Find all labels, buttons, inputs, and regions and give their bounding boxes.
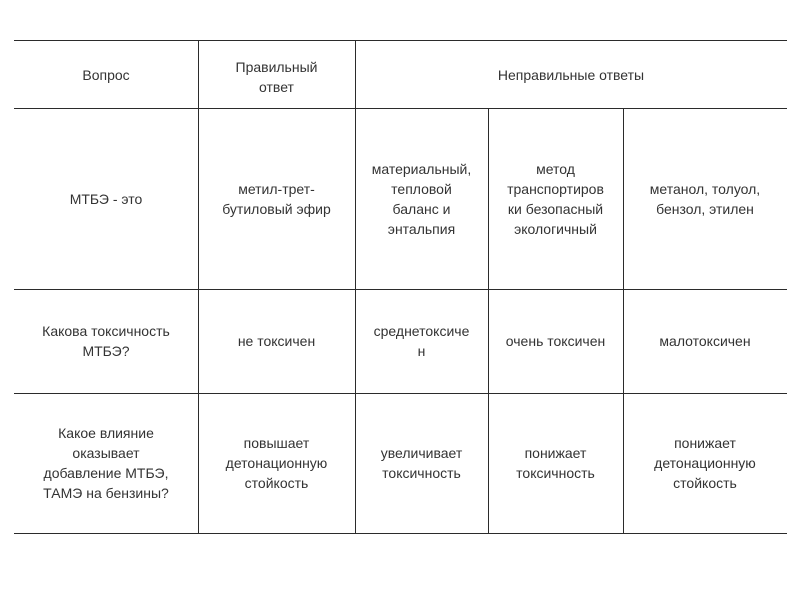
row3-wrong-answer-1: увеличивает токсичность <box>380 445 463 481</box>
row2-wrong-answer-1: среднетоксиче н <box>373 323 470 359</box>
row2-question: Какова токсичность МТБЭ? <box>42 323 170 359</box>
row3-question: Какое влияние оказывает добавление МТБЭ, ТАМЭ на бензины? <box>43 425 169 501</box>
row1-wrong-answer-3: метанол, толуол, бензол, этилен <box>649 180 761 217</box>
row3-wrong-answer-2: понижает токсичность <box>516 445 595 481</box>
row1-question: МТБЭ - это <box>69 190 143 207</box>
row2-wrong-answer-3: малотоксичен <box>659 333 751 349</box>
row1-wrong-answer-1: материальный, тепловой баланс и энтальпия <box>371 160 472 237</box>
header-wrong-answers: Неправильные ответы <box>497 66 645 83</box>
row1-correct-answer: метил-трет- бутиловый эфир <box>222 180 331 217</box>
header-question: Вопрос <box>82 66 130 83</box>
header-correct-answer: Правильный ответ <box>235 59 318 95</box>
row2-wrong-answer-2: очень токсичен <box>505 333 606 349</box>
row1-wrong-answer-2: метод транспортиров ки безопасный экологичный <box>507 160 604 237</box>
quiz-table <box>14 40 787 534</box>
row2-correct-answer: не токсичен <box>237 333 316 349</box>
row3-correct-answer: повышает детонационную стойкость <box>225 435 328 491</box>
row3-wrong-answer-3: понижает детонационную стойкость <box>654 435 756 491</box>
